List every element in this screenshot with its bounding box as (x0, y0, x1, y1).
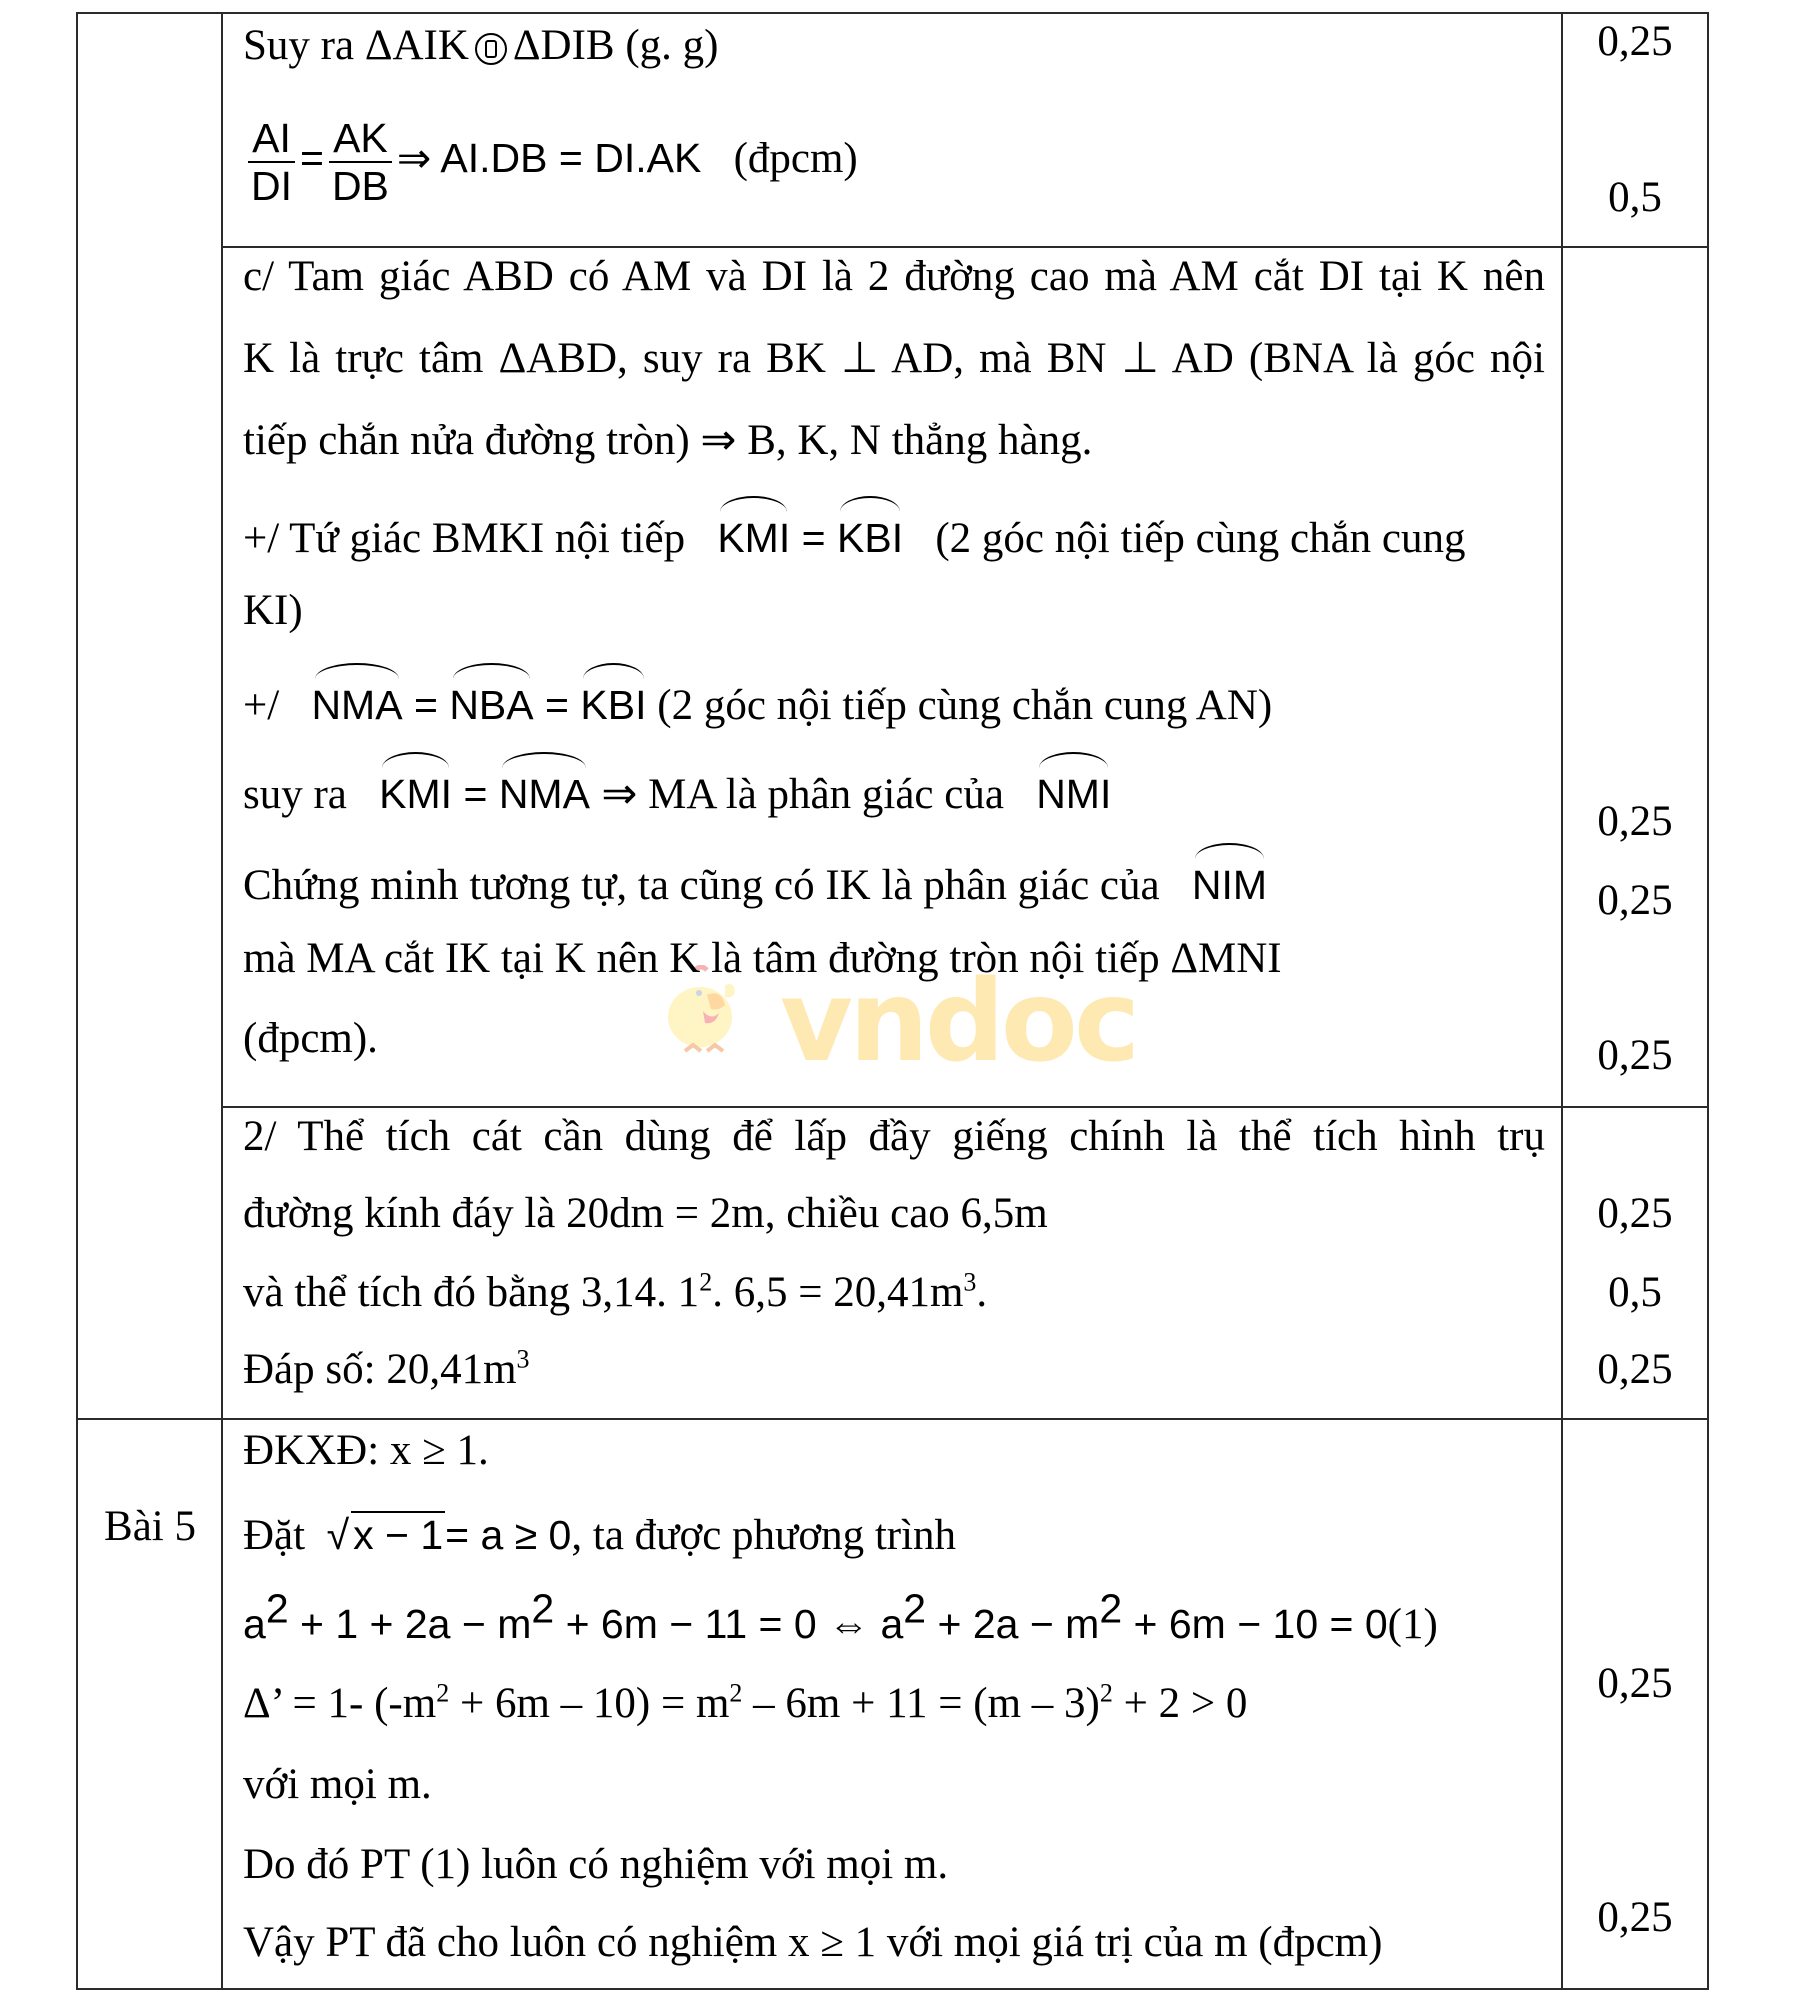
text-line: +/ Tứ giác BMKI nội tiếp KMI = KBI (2 góc nội tiếp cùng chắn cung (243, 502, 1543, 562)
text-line: KI) (243, 587, 303, 634)
text-line: đường kính đáy là 20dm = 2m, chiều cao 6,5m (243, 1190, 1048, 1237)
table-border-left (76, 12, 78, 1990)
fraction-ak-db: $\frac{AK}{DB}$ (328, 115, 393, 209)
score: 0,25 (1597, 1032, 1673, 1079)
text-line: tiếp chắn nửa đường tròn) ⇒ B, K, N thẳng hàng. (243, 417, 1093, 464)
sqrt-sign: √ (326, 1512, 350, 1558)
score: 0,25 (1597, 18, 1673, 65)
similar-symbol-icon (475, 33, 507, 65)
angle-nma: NMA (311, 669, 402, 735)
angle-nim: NIM (1192, 849, 1267, 915)
score: 0,25 (1597, 1660, 1673, 1707)
text-line: ĐKXĐ: x ≥ 1. (243, 1427, 489, 1474)
score: 0,25 (1597, 1190, 1673, 1237)
fraction-ai-di: $\frac{AI}{DI}$ (247, 115, 296, 209)
problem-label: Bài 5 (104, 1503, 196, 1550)
text-line: Do đó PT (1) luôn có nghiệm với mọi m. (243, 1841, 949, 1888)
angle-nmi: NMI (1036, 758, 1111, 824)
text-line: với mọi m. (243, 1761, 432, 1808)
row-divider (76, 1418, 1709, 1420)
text-line: và thể tích đó bằng 3,14. $1^2$. $6,5 = 20,41m^3$. (243, 1267, 988, 1316)
angle-kbi: KBI (837, 502, 903, 568)
equation-line: $a^2 + 1 + 2a - m^2 + 6m - 11 = 0$ ⇔ $a^2 + 2a - m^2 + 6m - 10 = 0(1)$ (243, 1585, 1438, 1648)
watermark-text: vndoc (780, 957, 1137, 1087)
discriminant-line: Δ’ = 1- $(-m^2 + 6m - 10) = m^2 - 6m + 11 = (m - 3)^2 + 2 > 0$ (243, 1678, 1248, 1727)
text-line: suy ra KMI = NMA ⇒ MA là phân giác của NMI (243, 758, 1543, 818)
angle-nba: NBA (449, 669, 533, 735)
score: 0,5 (1608, 1269, 1662, 1316)
angle-nma: NMA (499, 758, 590, 824)
answer-line: Đáp số: $20,41m^3$ (243, 1344, 530, 1393)
text-line: Đặt √x − 1= a ≥ 0, ta được phương trình (243, 1512, 957, 1559)
text-line: Chứng minh tương tự, ta cũng có IK là phân giác của NIM (243, 849, 1543, 909)
table-border-top (76, 12, 1709, 14)
conclusion-line: Vậy PT đã cho luôn có nghiệm x ≥ 1 với mọi giá trị của m (đpcm) (243, 1919, 1383, 1966)
table-border-bottom (76, 1988, 1709, 1990)
score: 0,25 (1597, 1346, 1673, 1393)
text-line: K là trực tâm ΔABD, suy ra BK ⊥ AD, mà BN ⊥ AD (BNA là góc nội (243, 335, 1545, 382)
score: 0,25 (1597, 798, 1673, 845)
text-line: c/ Tam giác ABD có AM và DI là 2 đường cao mà AM cắt DI tại K nên (243, 253, 1545, 300)
text-line: mà MA cắt IK tại K nên K là tâm đường tròn nội tiếp ΔMNI (243, 935, 1282, 982)
angle-kbi: KBI (580, 669, 646, 735)
angle-kmi: KMI (717, 502, 790, 568)
ratio-line: $\frac{AI}{DI}$ = $\frac{AK}{DB}$ ⇒ AI.DB = DI.AK (đpcm) (243, 103, 1543, 213)
similar-triangles-line: Suy ra ΔAIK ΔDIB (g. g) (243, 22, 719, 69)
column-divider-label (221, 12, 223, 1990)
score: 0,5 (1608, 174, 1662, 221)
table-border-right (1707, 12, 1709, 1990)
text-line: +/ NMA = NBA = KBI (2 góc nội tiếp cùng chắn cung AN) (243, 669, 1543, 729)
text-line: 2/ Thể tích cát cần dùng để lấp đầy giếng chính là thể tích hình trụ (243, 1113, 1545, 1160)
angle-kmi: KMI (379, 758, 452, 824)
text-line: (đpcm). (243, 1015, 378, 1062)
score: 0,25 (1597, 877, 1673, 924)
score: 0,25 (1597, 1894, 1673, 1941)
